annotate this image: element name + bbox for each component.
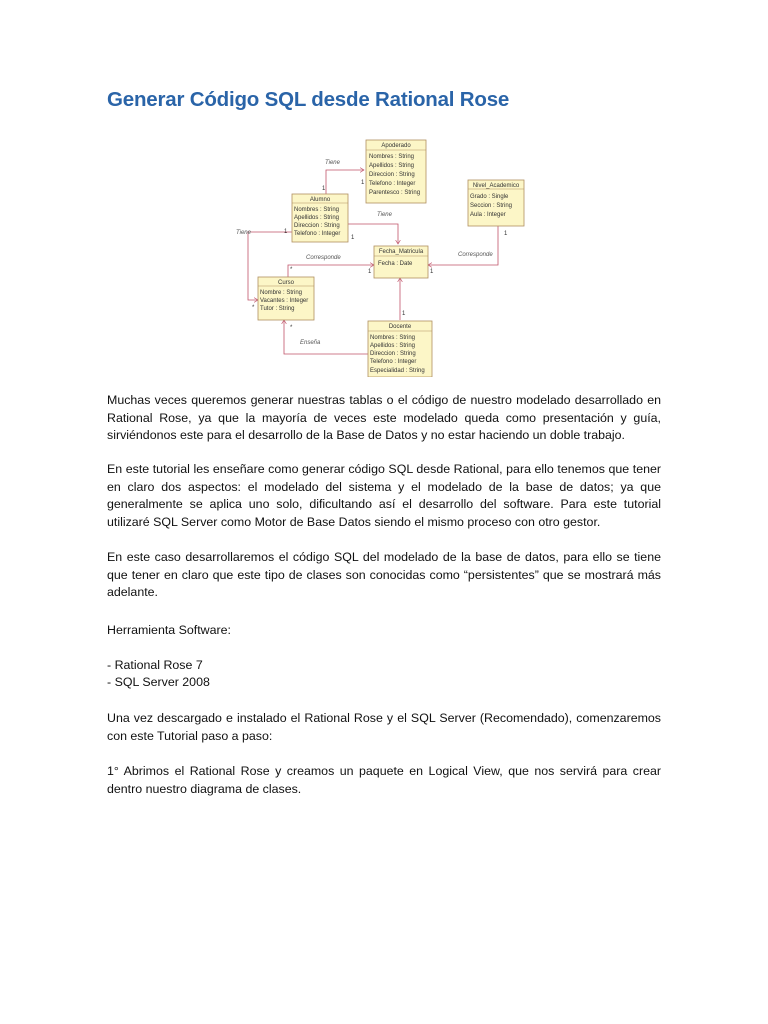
uml-class-fecha-matricula [374,246,428,278]
svg-text:Nombres : String: Nombres : String [294,207,340,213]
svg-text:Nombres : String: Nombres : String [369,154,415,160]
svg-text:1: 1 [322,186,326,192]
assoc-nivel-fecha [428,226,498,265]
svg-text:*: * [290,267,293,273]
paragraph-descarga: Una vez descargado e instalado el Rational Rose y el SQL Server (Recomendado), comenzaremos con este Tutorial paso a paso: [107,711,661,743]
svg-text:1: 1 [430,269,434,275]
svg-text:Nivel_Academico: Nivel_Academico [472,183,520,189]
svg-text:1: 1 [361,180,365,186]
svg-text:Vacantes : Integer: Vacantes : Integer [260,298,309,304]
list-item-rational: - Rational Rose 7 [107,658,203,672]
uml-class-apoderado [366,140,426,203]
svg-text:Apellidos : String: Apellidos : String [294,215,340,221]
uml-class-docente [368,321,432,377]
svg-text:Aula : Integer: Aula : Integer [470,212,506,218]
paragraph-persistentes: En este caso desarrollaremos el código SQL del modelado de la base de datos, para ello se tiene que tener en claro que este tipo de clases son conocidas como “persistentes” que se mostrará más adelante. [107,550,661,599]
svg-text:Docente: Docente [388,324,412,330]
label-corresponde-right: Corresponde [458,252,493,258]
svg-text:Parentesco : String: Parentesco : String [369,190,421,196]
svg-text:1: 1 [351,235,355,241]
svg-text:*: * [290,325,293,331]
svg-text:Telefono : Integer: Telefono : Integer [294,231,341,237]
svg-text:Apellidos : String: Apellidos : String [370,343,416,349]
svg-text:Fecha_Matricula: Fecha_Matricula [378,249,424,255]
svg-text:Telefono : Integer: Telefono : Integer [370,359,417,365]
svg-text:Tutor : String: Tutor : String [260,306,295,312]
label-ensena: Enseña [300,340,321,346]
svg-text:Nombres : String: Nombres : String [370,335,416,341]
svg-text:1: 1 [402,311,406,317]
svg-text:1: 1 [504,231,508,237]
assoc-curso-fecha [288,265,374,277]
paragraph-tutorial: En este tutorial les enseñare como generar código SQL desde Rational, para ello tenemos que tener en claro dos aspectos: el modelado del sistema y el modelado de la base de datos; ya que generalmente se aplica uno solo, dificultando así el desarrollo del software. Para este tutorial utilizaré SQL Server como Motor de Base Datos siendo el mismo proceso con otro gestor. [107,462,661,529]
svg-text:Direccion : String: Direccion : String [294,223,340,229]
svg-text:Seccion : String: Seccion : String [470,203,513,209]
label-tiene-top: Tiene [325,160,340,166]
label-tiene-mid: Tiene [377,212,392,218]
svg-text:1: 1 [284,229,288,235]
svg-text:Apellidos : String: Apellidos : String [369,163,415,169]
assoc-alumno-apoderado [326,170,364,194]
paragraph-intro: Muchas veces queremos generar nuestras tablas o el código de nuestro modelado desarrollado en Rational Rose, ya que la mayoría de veces este modelado queda como presentación y guía, sirviéndonos este para el desarrollo de la Base de Datos y no estar haciendo un doble trabajo. [107,393,661,442]
svg-text:Especialidad : String: Especialidad : String [370,368,425,374]
list-item-sqlserver: - SQL Server 2008 [107,675,210,689]
svg-text:Direccion : String: Direccion : String [369,172,415,178]
class-name: Apoderado [381,143,411,149]
page-title: Generar Código SQL desde Rational Rose [107,88,510,111]
paragraph-paso-1: 1° Abrimos el Rational Rose y creamos un paquete en Logical View, que nos servirá para crear dentro nuestro diagrama de clases. [107,764,661,796]
svg-text:Direccion : String: Direccion : String [370,351,416,357]
uml-class-nivel-academico [468,180,524,226]
svg-text:Alumno: Alumno [309,197,331,203]
svg-text:*: * [252,305,255,311]
assoc-docente-curso [284,320,368,354]
svg-text:Fecha : Date: Fecha : Date [378,261,413,267]
paragraph-herramienta: Herramienta Software: [107,623,231,637]
uml-class-curso [258,277,314,320]
svg-text:Telefono : Integer: Telefono : Integer [369,181,416,187]
svg-text:Grado : Single: Grado : Single [470,194,509,200]
assoc-alumno-fecha [348,224,398,244]
svg-text:Curso: Curso [277,280,295,286]
label-corresponde-left: Corresponde [306,255,341,261]
uml-class-alumno [292,194,348,242]
svg-text:Nombre : String: Nombre : String [260,290,303,296]
label-tiene-left: Tiene [236,230,251,236]
uml-class-diagram [228,132,548,377]
svg-text:1: 1 [368,269,372,275]
